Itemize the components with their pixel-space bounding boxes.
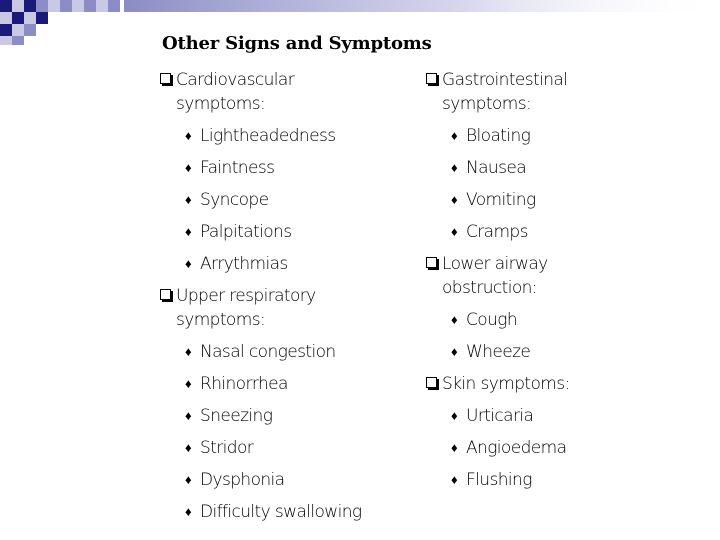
list-item <box>160 120 422 152</box>
corner-band <box>124 0 720 12</box>
list-item-text: Nasal congestion <box>200 342 336 362</box>
diamond-bullet-icon: ♦ <box>451 440 458 456</box>
symptom-section <box>426 368 686 496</box>
diamond-bullet-icon: ♦ <box>185 256 192 272</box>
square-bullet-icon <box>426 377 437 388</box>
diamond-bullet-icon: ♦ <box>185 376 192 392</box>
list-item <box>160 152 422 184</box>
list-item-text: Faintness <box>200 158 275 178</box>
symptom-section <box>426 64 686 248</box>
diamond-bullet-icon: ♦ <box>185 408 192 424</box>
section-heading <box>426 64 686 120</box>
right-column <box>426 64 686 496</box>
list-item <box>160 400 422 432</box>
symptom-section <box>426 248 686 368</box>
diamond-bullet-icon: ♦ <box>451 408 458 424</box>
list-item-text: Lightheadedness <box>200 126 336 146</box>
list-item <box>160 464 422 496</box>
list-item <box>426 152 686 184</box>
corner-squares <box>0 0 120 45</box>
section-heading <box>160 280 422 336</box>
diamond-bullet-icon: ♦ <box>185 160 192 176</box>
list-item <box>160 432 422 464</box>
list-item-text: Sneezing <box>200 406 273 426</box>
list-item <box>160 368 422 400</box>
section-heading <box>426 368 686 400</box>
list-item-text: Urticaria <box>466 406 534 426</box>
list-item-text: Syncope <box>200 190 269 210</box>
list-item-text: Dysphonia <box>200 470 285 490</box>
list-item <box>160 496 422 528</box>
list-item <box>426 216 686 248</box>
section-heading <box>160 64 422 120</box>
symptom-section <box>160 64 422 280</box>
square-bullet-icon <box>426 257 437 268</box>
list-item <box>426 432 686 464</box>
list-item-text: Wheeze <box>466 342 531 362</box>
list-item <box>426 304 686 336</box>
diamond-bullet-icon: ♦ <box>451 344 458 360</box>
diamond-bullet-icon: ♦ <box>185 224 192 240</box>
symptom-section <box>160 280 422 528</box>
diamond-bullet-icon: ♦ <box>451 472 458 488</box>
slide-title: Other Signs and Symptoms <box>162 33 432 54</box>
diamond-bullet-icon: ♦ <box>185 472 192 488</box>
section-heading-text: Gastrointestinal symptoms: <box>442 70 568 114</box>
square-bullet-icon <box>160 289 171 300</box>
diamond-bullet-icon: ♦ <box>185 440 192 456</box>
diamond-bullet-icon: ♦ <box>185 128 192 144</box>
list-item-text: Flushing <box>466 470 532 490</box>
list-item <box>426 336 686 368</box>
diamond-bullet-icon: ♦ <box>451 192 458 208</box>
list-item-text: Stridor <box>200 438 254 458</box>
list-item-text: Bloating <box>466 126 531 146</box>
list-item-text: Nausea <box>466 158 527 178</box>
section-heading-text: Upper respiratory symptoms: <box>176 286 316 330</box>
list-item <box>426 184 686 216</box>
square-bullet-icon <box>160 73 171 84</box>
list-item <box>160 336 422 368</box>
section-heading-text: Skin symptoms: <box>442 374 570 394</box>
diamond-bullet-icon: ♦ <box>451 224 458 240</box>
diamond-bullet-icon: ♦ <box>185 192 192 208</box>
left-column <box>160 64 422 528</box>
diamond-bullet-icon: ♦ <box>451 160 458 176</box>
diamond-bullet-icon: ♦ <box>451 312 458 328</box>
diamond-bullet-icon: ♦ <box>185 504 192 520</box>
list-item-text: Difficulty swallowing <box>200 502 362 522</box>
list-item <box>426 464 686 496</box>
list-item <box>160 248 422 280</box>
list-item-text: Rhinorrhea <box>200 374 288 394</box>
list-item-text: Vomiting <box>466 190 536 210</box>
diamond-bullet-icon: ♦ <box>451 128 458 144</box>
list-item <box>160 216 422 248</box>
list-item-text: Cramps <box>466 222 528 242</box>
section-heading <box>426 248 686 304</box>
list-item-text: Arrythmias <box>200 254 288 274</box>
list-item-text: Cough <box>466 310 518 330</box>
section-heading-text: Cardiovascular symptoms: <box>176 70 295 114</box>
list-item-text: Angioedema <box>466 438 567 458</box>
list-item <box>160 184 422 216</box>
section-heading-text: Lower airway obstruction: <box>442 254 548 298</box>
diamond-bullet-icon: ♦ <box>185 344 192 360</box>
list-item <box>426 400 686 432</box>
list-item <box>426 120 686 152</box>
square-bullet-icon <box>426 73 437 84</box>
list-item-text: Palpitations <box>200 222 292 242</box>
